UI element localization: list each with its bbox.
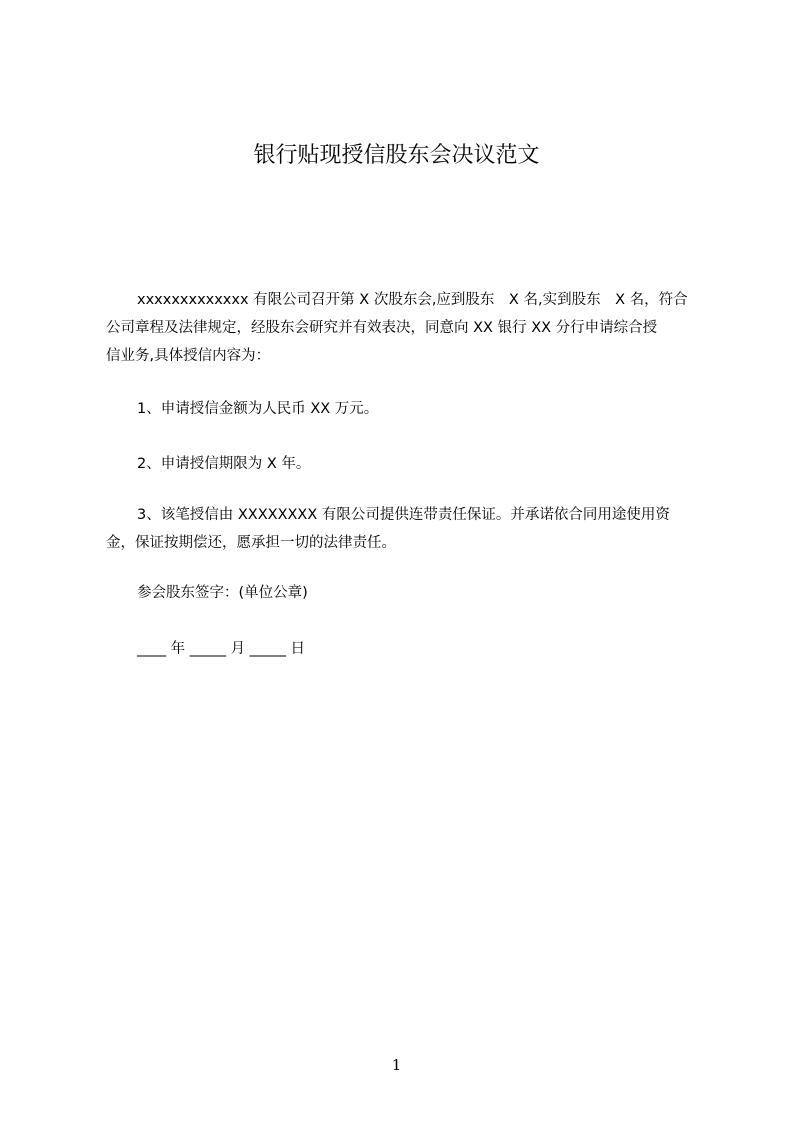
date-section <box>106 635 706 663</box>
credit-amount-item <box>106 395 706 423</box>
intro-paragraph <box>106 286 706 370</box>
guarantee-line-2: 金，保证按期偿还，愿承担一切的法律责任。 <box>106 535 396 551</box>
intro-line-3: 信业务,具体授信内容为： <box>106 348 271 364</box>
signature-label: 参会股东签字：(单位公章) <box>137 585 308 601</box>
document-title: 银行贴现授信股东会决议范文 <box>253 143 540 168</box>
guarantee-line-1: 3、该笔授信由 XXXXXXXX 有限公司提供连带责任保证。并承诺依合同用途使用资 <box>137 507 670 523</box>
page-number: 1 <box>391 1056 402 1074</box>
credit-term-item <box>106 450 706 478</box>
signature-section <box>106 579 706 607</box>
date-line: ____ 年 _____ 月 _____ 日 <box>137 641 306 657</box>
intro-line-2: 公司章程及法律规定，经股东会研究并有效表决，同意向 XX 银行 XX 分行申请综合授 <box>106 320 658 336</box>
guarantee-item <box>106 501 706 557</box>
intro-line-1: xxxxxxxxxxxxx 有限公司召开第 X 次股东会,应到股东 X 名,实到股东 X 名，符合 <box>137 292 688 308</box>
credit-amount-text: 1、申请授信金额为人民币 XX 万元。 <box>137 401 379 417</box>
credit-term-text: 2、申请授信期限为 X 年。 <box>137 456 311 472</box>
